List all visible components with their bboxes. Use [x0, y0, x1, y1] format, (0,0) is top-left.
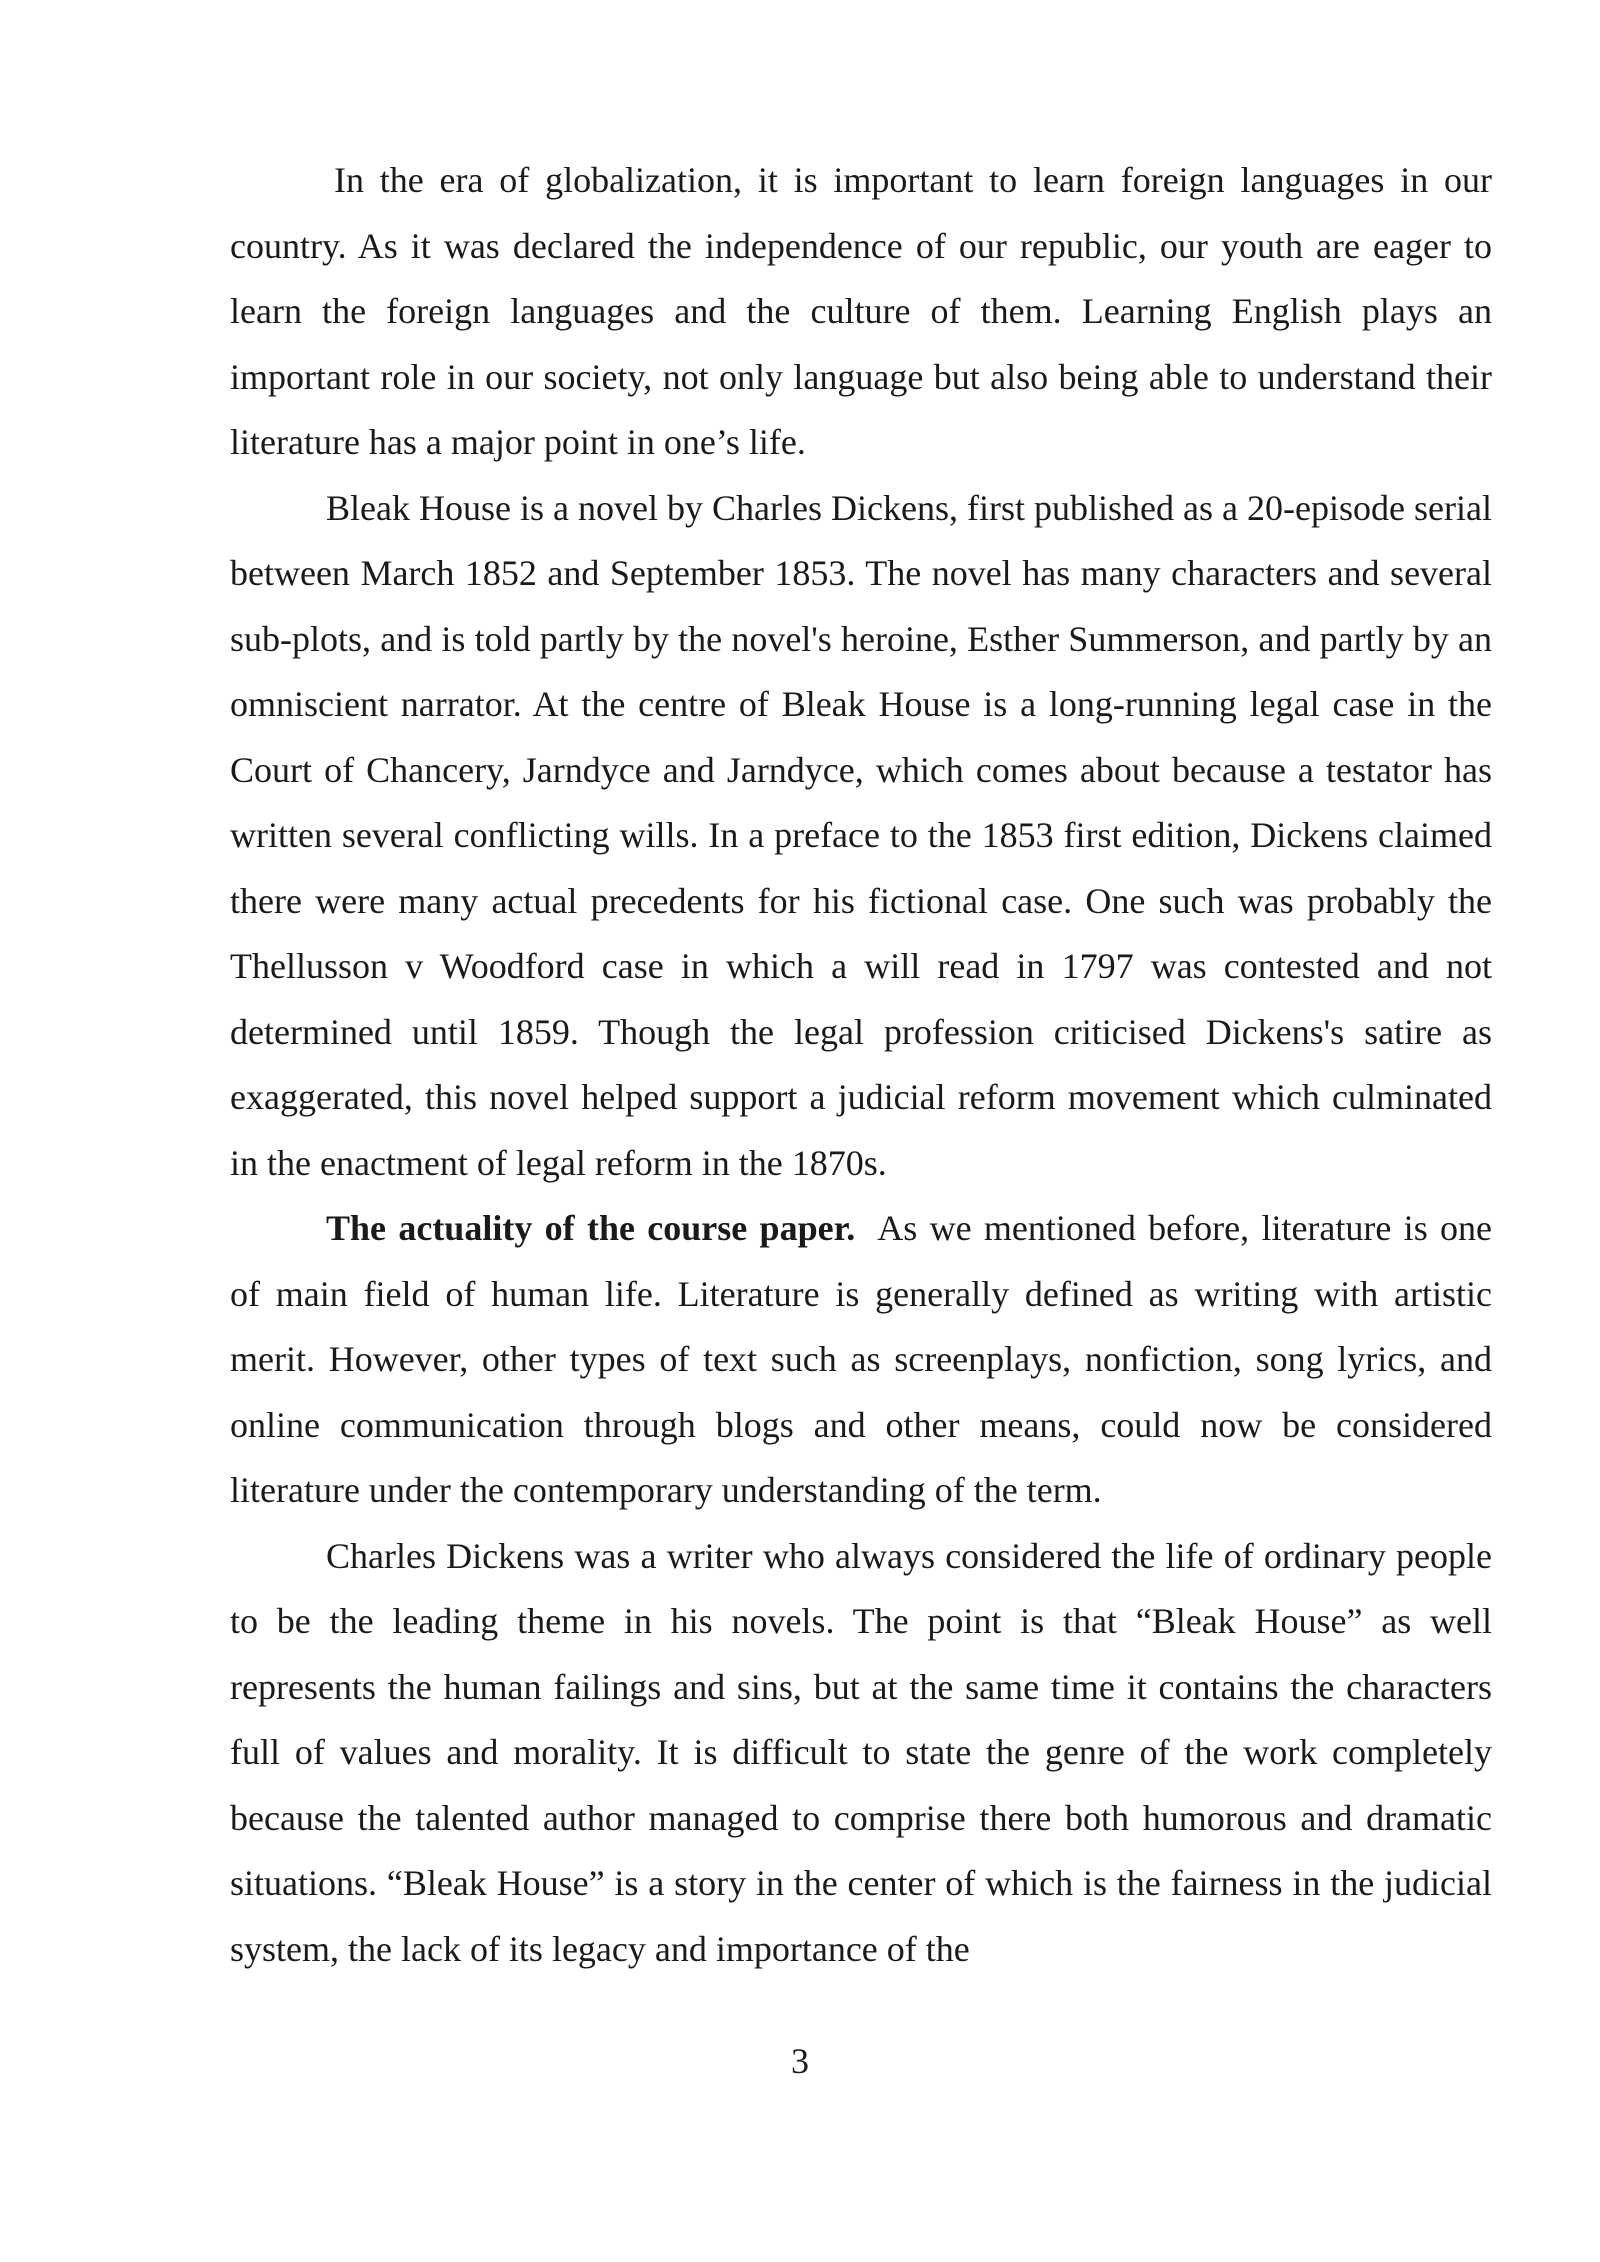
- paragraph-text: In the era of globalization, it is important to learn foreign languages in our country. As it was declared the independence of our republic, our youth are eager to learn the foreign languages and the culture of them. Learning English plays an important role in our society, not only language but also being able to understand their literature has a major point in one’s life.: [230, 160, 1492, 462]
- paragraph-dickens: [230, 1524, 1492, 1983]
- section-heading: The actuality of the course paper.: [326, 1208, 856, 1248]
- paragraph-text: As we mentioned before, literature is one of main field of human life. Literature is generally defined as writing with artistic merit. However, other types of text such as screenplays, nonfiction, song lyrics, and online communication through blogs and other means, could now be considered literature under the contemporary understanding of the term.: [230, 1208, 1492, 1510]
- paragraph-text: Charles Dickens was a writer who always considered the life of ordinary people to be the leading theme in his novels. The point is that “Bleak House” as well represents the human failings and sins, but at the same time it contains the characters full of values and morality. It is difficult to state the genre of the work completely because the talented author managed to comprise there both humorous and dramatic situations. “Bleak House” is a story in the center of which is the fairness in the judicial system, the lack of its legacy and importance of the: [230, 1535, 1492, 1969]
- body-text: [230, 148, 1492, 1982]
- paragraph-actuality: [230, 1196, 1492, 1524]
- paragraph-text: Bleak House is a novel by Charles Dickens, first published as a 20-episode serial between March 1852 and September 1853. The novel has many characters and several sub-plots, and is told partly by the novel's heroine, Esther Summerson, and partly by an omniscient narrator. At the centre of Bleak House is a long-running legal case in the Court of Chancery, Jarndyce and Jarndyce, which comes about because a testator has written several conflicting wills. In a preface to the 1853 first edition, Dickens claimed there were many actual precedents for his fictional case. One such was probably the Thellusson v Woodford case in which a will read in 1797 was contested and not determined until 1859. Though the legal profession criticised Dickens's satire as exaggerated, this novel helped support a judicial reform movement which culminated in the enactment of legal reform in the 1870s.: [230, 487, 1492, 1183]
- paragraph-introduction: [230, 148, 1492, 476]
- page-number: 3: [791, 2041, 809, 2081]
- paragraph-bleak-house: [230, 476, 1492, 1197]
